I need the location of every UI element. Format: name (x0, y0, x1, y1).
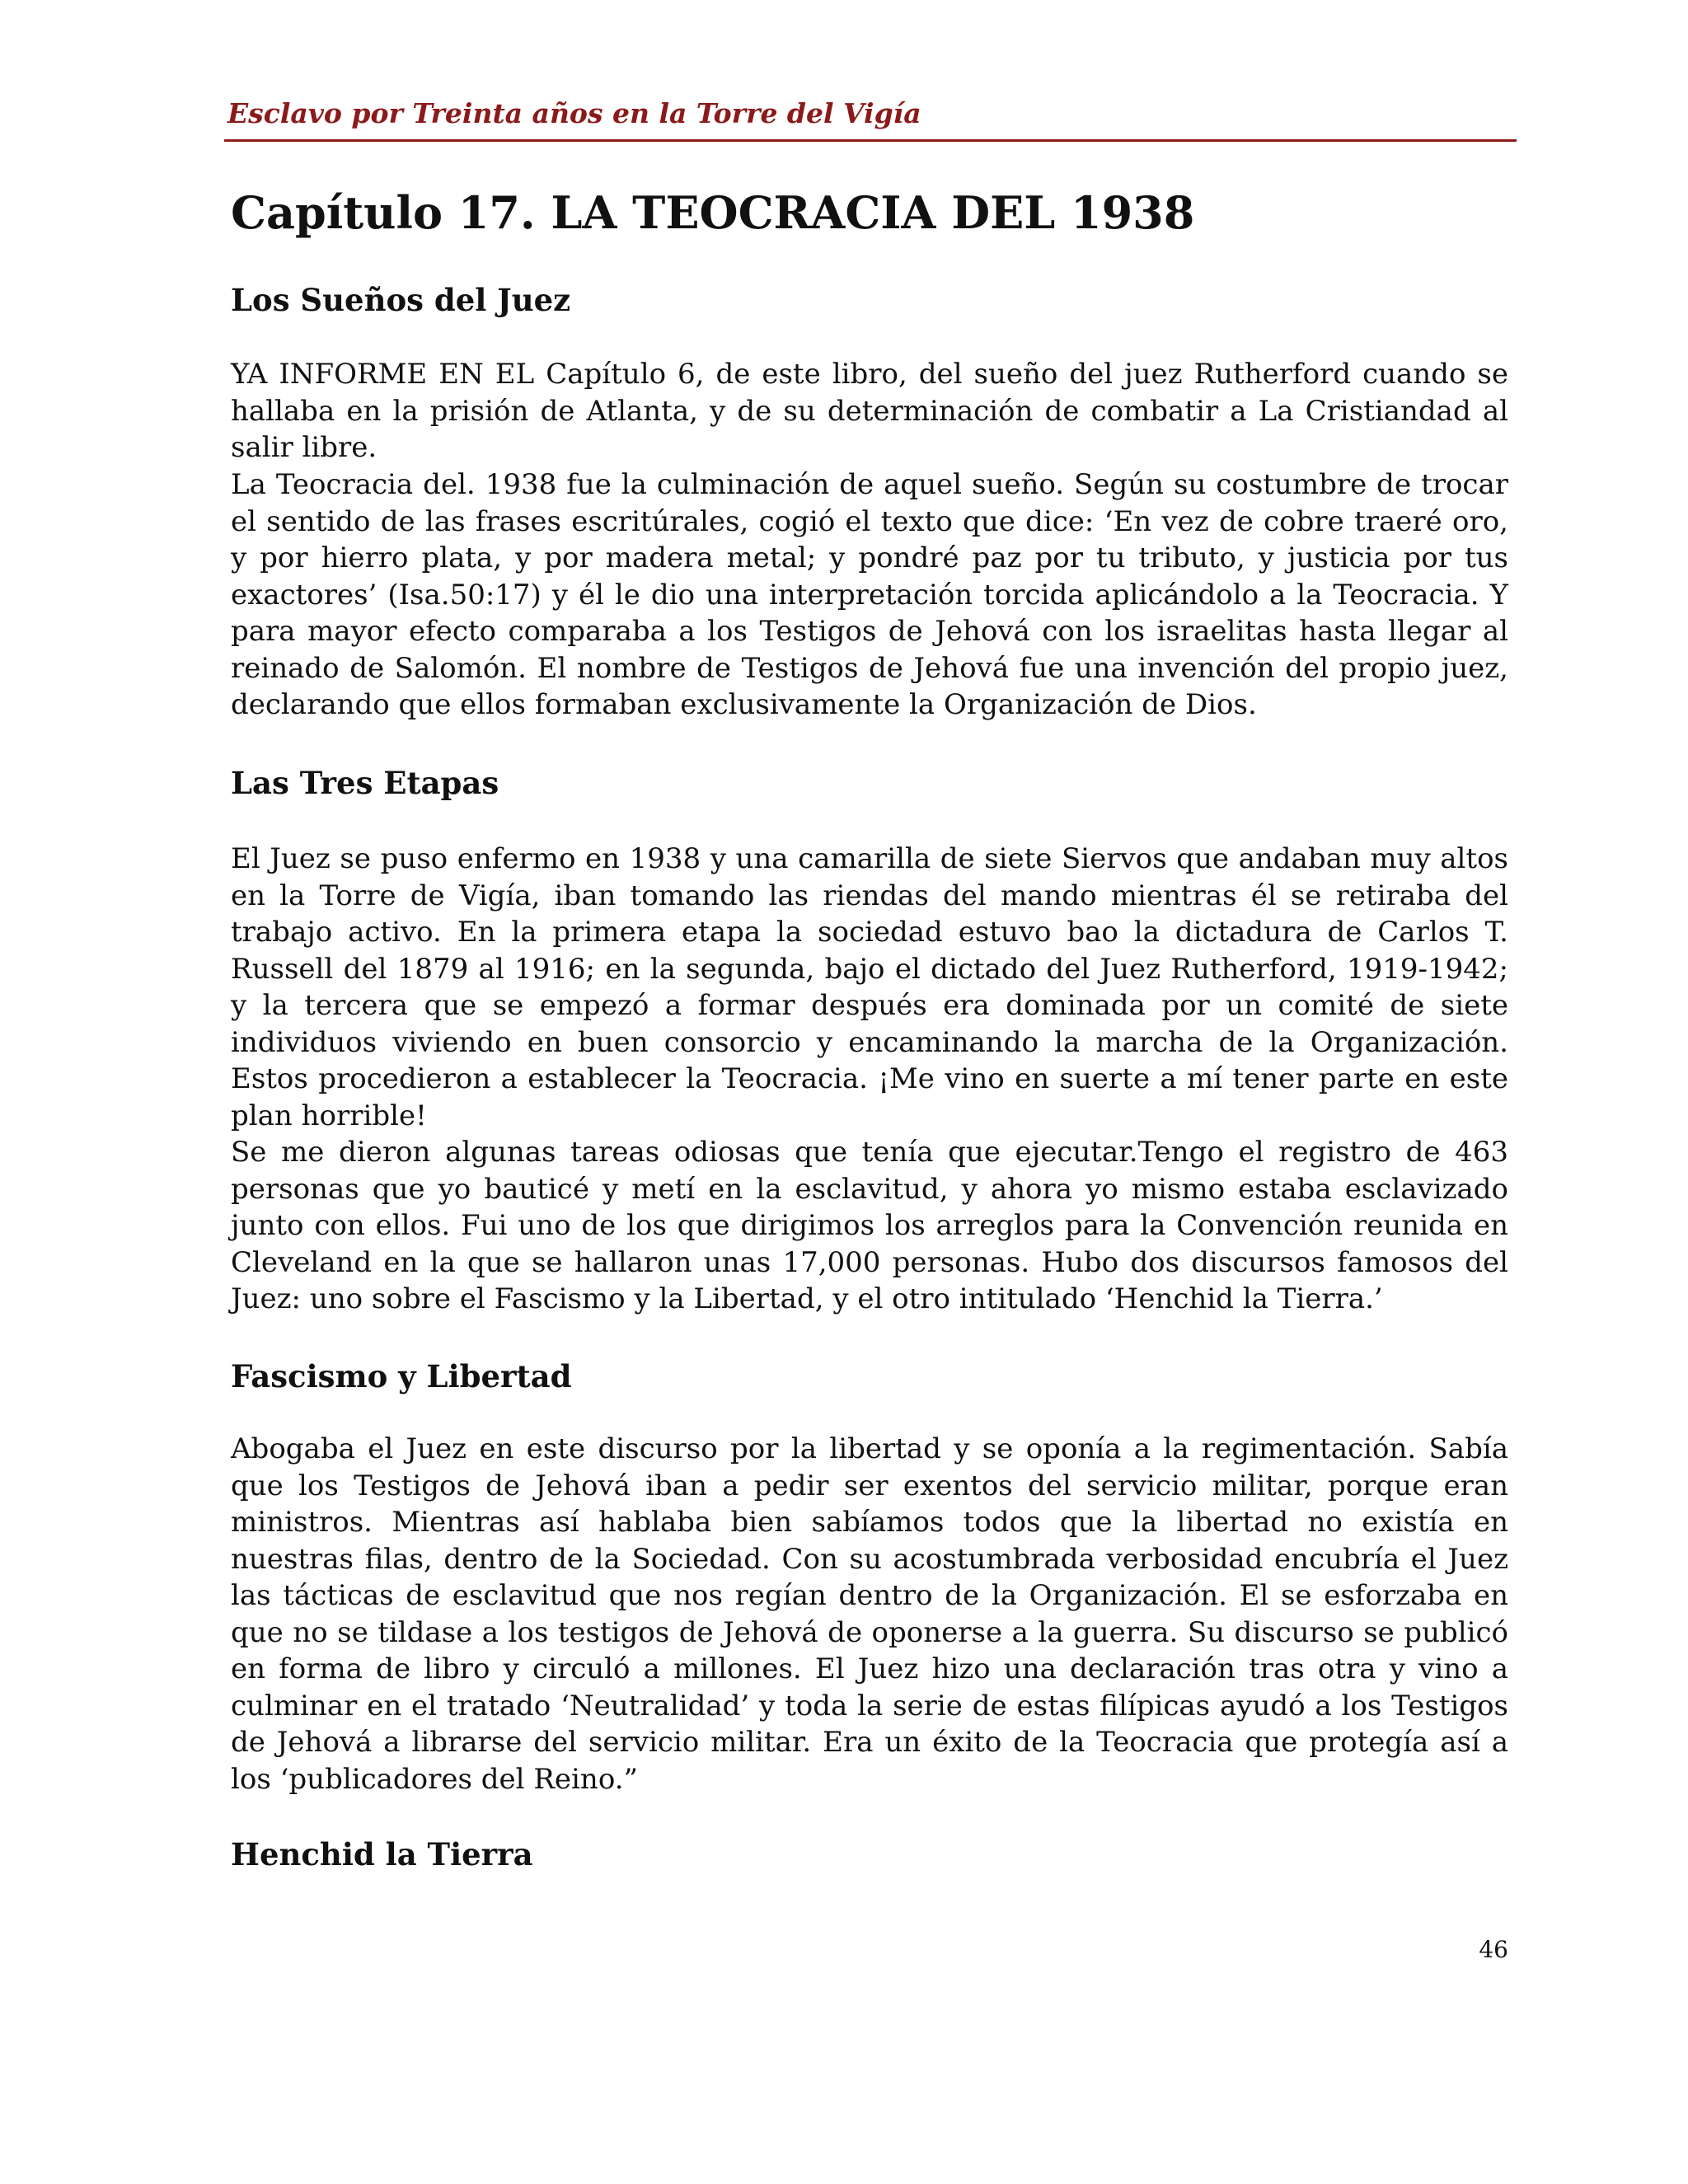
running-title: Esclavo por Treinta años en la Torre del Vigía (227, 97, 921, 129)
running-header (224, 92, 1517, 142)
paragraph-etapas-2: Se me dieron algunas tareas odiosas que tenía que ejecutar.Tengo el registro de 463 personas que yo bauticé y metí en la esclavitud, y ahora yo mismo estaba esclavizado junto con ellos. Fui uno de los que dirigimos los arreglos para la Convención reunida en Cleveland en la que se hallaron unas 17,000 personas. Hubo dos discursos famosos del Juez: uno sobre el Fascismo y la Libertad, y el otro intitulado ‘Henchid la Tierra.’ (231, 1136, 1508, 1315)
section-heading-henchid: Henchid la Tierra (231, 1836, 533, 1872)
page-number: 46 (1479, 1936, 1508, 1963)
paragraph-suenos-1: YA INFORME EN EL Capítulo 6, de este libro, del sueño del juez Rutherford cuando se hallaba en la prisión de Atlanta, y de su determinación de combatir a La Cristiandad al salir libre. (231, 358, 1508, 464)
paragraph-fascismo-1: Abogaba el Juez en este discurso por la libertad y se oponía a la regimentación. Sabía que los Testigos de Jehová iban a pedir ser exentos del servicio militar, porque eran ministros. Mientras así hablaba bien sabíamos todos que la libertad no existía en nuestras filas, dentro de la Sociedad. Con su acostumbrada verbosidad encubría el Juez las tácticas de esclavitud que nos regían dentro de la Organización. El se esforzaba en que no se tildase a los testigos de Jehová de oponerse a la guerra. Su discurso se publicó en forma de libro y circuló a millones. El Juez hizo una declaración tras otra y vino a culminar en el tratado ‘Neutralidad’ y toda la serie de estas filípicas ayudó a los Testigos de Jehová a librarse del servicio militar. Era un éxito de la Teocracia que protegía así a los ‘publicadores del Reino.” (231, 1432, 1508, 1796)
paragraph-etapas-1: El Juez se puso enfermo en 1938 y una camarilla de siete Siervos que andaban muy altos en la Torre de Vigía, iban tomando las riendas del mando mientras él se retiraba del trabajo activo. En la primera etapa la sociedad estuvo bao la dictadura de Carlos T. Russell del 1879 al 1916; en la segunda, bajo el dictado del Juez Rutherford, 1919-1942; y la tercera que se empezó a formar después era dominada por un comité de siete individuos viviendo en buen consorcio y encaminando la marcha de la Organización. Estos procedieron a establecer la Teocracia. ¡Me vino en suerte a mí tener parte en este plan horrible! (231, 842, 1508, 1132)
section-heading-etapas: Las Tres Etapas (231, 765, 499, 801)
section-heading-suenos: Los Sueños del Juez (231, 282, 571, 318)
section-heading-fascismo: Fascismo y Libertad (231, 1358, 572, 1394)
paragraph-suenos-2: La Teocracia del. 1938 fue la culminación de aquel sueño. Según su costumbre de trocar el sentido de las frases escritúrales, cogió el texto que dice: ‘En vez de cobre traeré oro, y por hierro plata, y por madera metal; y pondré paz por tu tributo, y justicia por tus exactores’ (Isa.50:17) y él le dio una interpretación torcida aplicándolo a la Teocracia. Y para mayor efecto comparaba a los Testigos de Jehová con los israelitas hasta llegar al reinado de Salomón. El nombre de Testigos de Jehová fue una invención del propio juez, declarando que ellos formaban exclusivamente la Organización de Dios. (231, 468, 1508, 721)
chapter-title: Capítulo 17. LA TEOCRACIA DEL 1938 (231, 186, 1195, 239)
